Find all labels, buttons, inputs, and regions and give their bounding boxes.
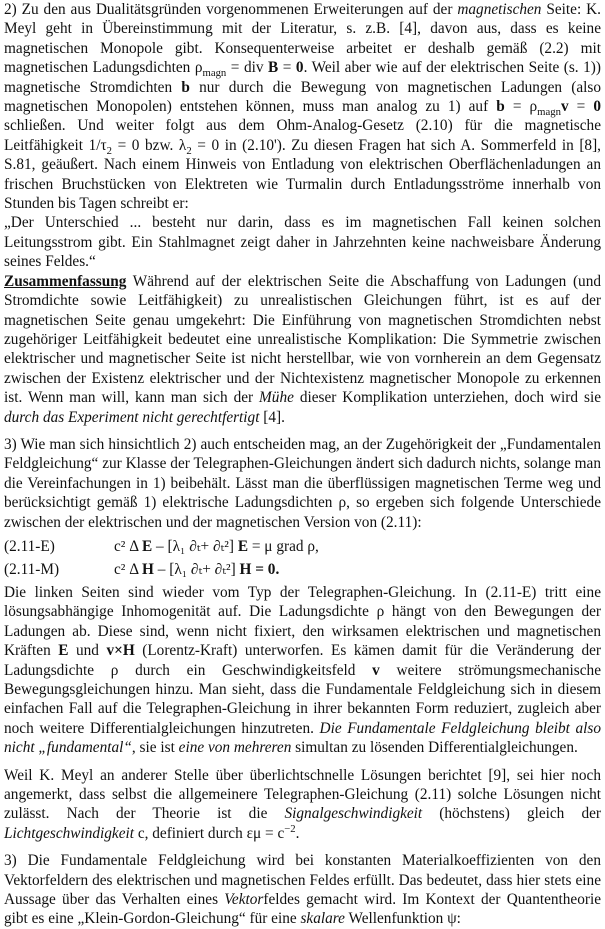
summary-heading: Zusammenfassung (4, 272, 127, 290)
equation-label: (2.11-M) (4, 560, 60, 578)
sommerfeld-quote: „Der Unterschied ... besteht nur darin, dass es im magnetischen Fall keinen solchen Leitungsstrom gibt. Ein Stahlmagnet zeigt daher in Jahrzehnten keine nachweisbare Änderung seines Feldes.“ (4, 214, 601, 271)
paragraph-5: Weil K. Meyl an anderer Stelle über überlichtschnelle Lösungen berichtet [9], sei hier noch angemerkt, dass selbst die allgemeinere Telegraphen-Gleichung (2.11) solche Lösungen nicht zulässt. Nach der Theorie ist die Signalgeschwindigkeit (höchstens) gleich der Lichtgeschwindigkeit c, definiert durch $\varepsilon\mu = c^{-2}$. (4, 766, 602, 842)
paragraph-6: 3) Die Fundamentale Feldgleichung wird bei konstanten Materialkoeffizienten von den Vektorfeldern des elektrischen und magnetischen Feldes erfüllt. Das bedeutet, dass hier stets eine Aussage über das Verhalten eines Vektorfeldes gemacht wird. Im Kontext der Quantentheorie gibt es eine „Klein-Gordon-Gleichung“ für eine skalare Wellenfunktion ψ: (4, 852, 601, 928)
paragraph-2: 2) Zu den aus Dualitätsgründen vorgenommenen Erweiterungen auf der magnetischen Seite: K. Meyl geht in Übereinstimmung mit der Literatur, s. z.B. [4], davon aus, dass es keine magnetischen Monopole gibt. Konsequenterweise arbeitet er deshalb gemäß (2.2) mit magnetischen Ladungsdichten $\rho_{magn}$ = div B = 0. Weil aber wie auf der elektrischen Seite (s. 1)) magnetische Stromdichten b nur durch die Bewegung von magnetischen Ladungen (also magnetischen Monopolen) entstehen können, muss man analog zu 1) auf $b = \rho_{magn}v = 0$ schließen. Und weiter folgt aus dem Ohm-Analog-Gesetz (2.10) für die magnetische Leitfähigkeit $1/\tau_2 = 0$ bzw. $\lambda_2 = 0$ in (2.10'). Zu diesen Fragen hat sich A. Sommerfeld in [8], S.81, geäußert. Nach einem Hinweis von Entladung von elektrischen Oberflächenladungen an frischen Bruchstücken von Elektreten wie Turmalin durch Entladungsströme innerhalb von Stunden bis Tagen schreibt er: (4, 1, 602, 213)
summary-paragraph: Zusammenfassung Während auf der elektrischen Seite die Abschaffung von Ladungen (und Stromdichte sowie Leitfähigkeit) zu unrealistischen Gleichungen führt, ist es auf der magnetischen Seite genau umgekehrt: Die Einführung von magnetischen Stromdichten nebst zugehöriger Leitfähigkeit bedeutet eine unrealistische Komplikation: Die Symmetrie zwischen elektrischer und magnetischer Seite ist nicht herstellbar, wie von vornherein an dem Gegensatz zwischen der Existenz elektrischer und der Nichtexistenz magnetischer Monopole zu erkennen ist. Wenn man will, kann man sich der Mühe dieser Komplikation unterziehen, doch wird sie durch das Experiment nicht gerechtfertigt [4]. (4, 272, 601, 426)
paragraph-4: Die linken Seiten sind wieder vom Typ der Telegraphen-Gleichung. In (2.11-E) tritt eine lösungsabhängige Inhomogenität auf. Die Ladungsdichte ρ hängt von den Bewegungen der Ladungen ab. Diese sind, wenn nicht fixiert, den wirksamen elektrischen und magnetischen Kräften E und v×H (Lorentz-Kraft) unterworfen. Es kämen damit für die Veränderung der Ladungsdichte ρ durch ein Geschwindigkeitsfeld v weitere strömungsmechanische Bewegungsgleichungen hinzu. Man sieht, dass die Fundamentale Feldgleichung sich in diesem einfachen Fall auf die Telegraphen-Gleichung in ihrer bekannten Form reduziert, zugleich aber noch weitere Differentialgleichungen hinzutreten. Die Fundamentale Feldgleichung bleibt also nicht „fundamental“, sie ist eine von mehreren simultan zu lösenden Differentialgleichungen. (4, 583, 601, 757)
equation-formula: c² Δ H – [λ₁ ∂ₜ+ ∂ₜ²] H = 0. (114, 560, 280, 578)
equation-label: (2.11-E) (4, 537, 55, 555)
equation-2-11-m (4, 560, 601, 583)
equation-2-11-e (4, 537, 601, 560)
paragraph-3: 3) Wie man sich hinsichtlich 2) auch entscheiden mag, an der Zugehörigkeit der „Fundamentalen Feldgleichung“ zur Klasse der Telegraphen-Gleichungen ändert sich dadurch nichts, solange man die Vereinfachungen in 1) beibehält. Lässt man die überflüssigen magnetischen Terme weg und berücksichtigt gemäß 1) elektrische Ladungsdichten ρ, so ergeben sich folgende Unterschiede zwischen der elektrischen und der magnetischen Version von (2.11): (4, 435, 601, 531)
equation-formula: c² Δ E – [λ₁ ∂ₜ+ ∂ₜ²] E = μ grad ρ, (114, 537, 319, 555)
